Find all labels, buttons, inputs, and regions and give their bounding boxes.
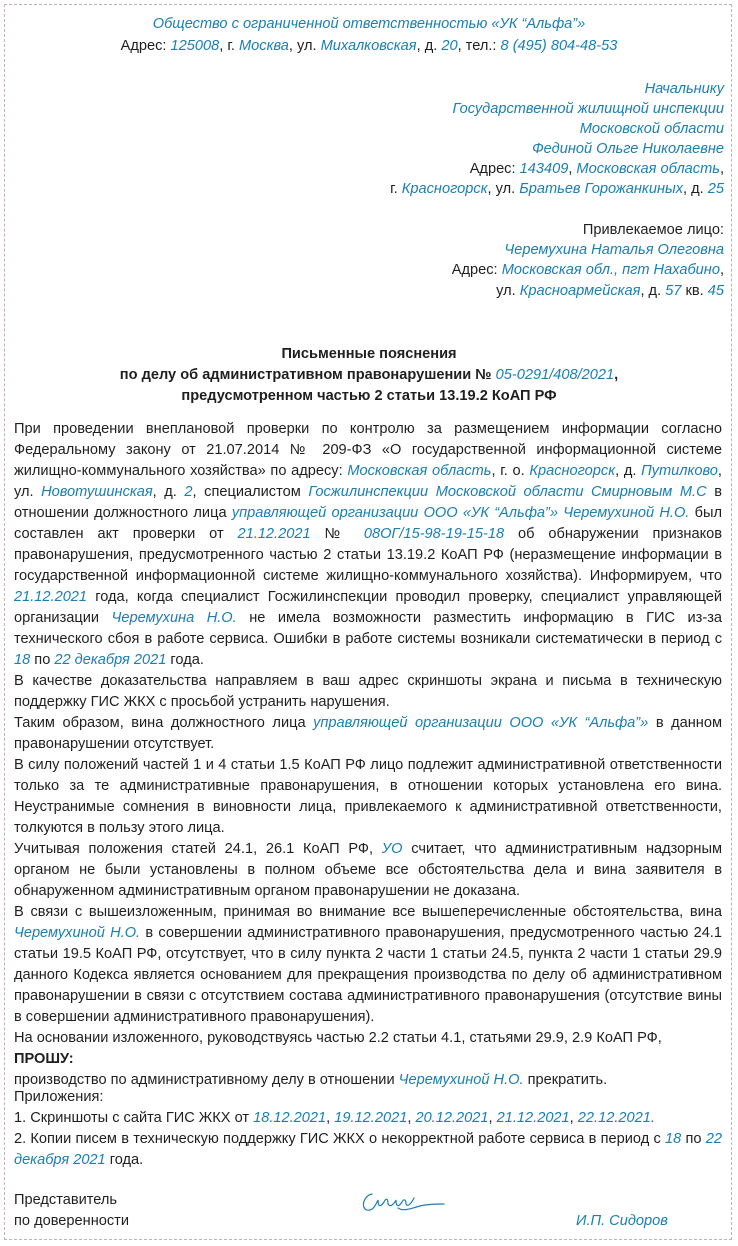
addressee-line1: Начальнику (644, 81, 724, 97)
involved-address: Адрес: Московская обл., пгт Нахабино, (451, 262, 724, 278)
paragraph-1: При проведении внеплановой проверки по контролю за размещением информации согласно Федеральному закону от 21.07.2014 № 209-ФЗ «О государственной информационной системе жилищно-коммунального хозяйства» по адресу: Московская область, г. о. Красногорск, д. Путилково, ул. Новотушинская, д. 2, специалистом Госжилинспекции Московской области Смирновым М.С в отношении должностного лица управляющей организации ООО «УК “Альфа”» Черемухиной Н.О. был составлен акт проверки от 21.12.2021 № 08ОГ/15-98-19-15-18 об обнаружении признаков правонарушения, предусмотренного частью 2 статьи 13.19.2 КоАП РФ (неразмещение информации в государственной информационной системе жилищно-коммунального хозяйства). Информируем, что 21.12.2021 года, когда специалист Госжилинспекции проводил проверку, специалист управляющей организации Черемухина Н.О. не имела возможности разместить информацию в ГИС из-за технического сбоя в работе сервиса. Ошибки в работе системы возникали систематически в период с 18 по 22 декабря 2021 года. (14, 421, 723, 668)
attachment-2: 2. Копии писем в техническую поддержку ГИС ЖКХ о некорректной работе сервиса в период с 18 по 22 декабря 2021 года. (14, 1131, 723, 1168)
handwritten-signature (358, 1186, 448, 1227)
paragraph-6: В связи с вышеизложенным, принимая во внимание все вышеперечисленные обстоятельства, вина Черемухиной Н.О. в совершении административного правонарушения, предусмотренного частью 24.1 статьи 19.5 КоАП РФ, отсутствует, что в силу пункта 2 части 1 статьи 24.5, пункта 2 части 1 статьи 29.9 данного Кодекса является основанием для прекращения производства по делу об административном правонарушении в связи с отсутствием состава административного правонарушения (отсутствие вины в совершении административного правонарушения). (14, 904, 722, 1025)
involved-label: Привлекаемое лицо: (582, 222, 724, 238)
request-heading: ПРОШУ: (14, 1051, 74, 1067)
letter-body (14, 419, 722, 1091)
signer-role-2: по доверенности (14, 1213, 130, 1229)
paragraph-4: В силу положений частей 1 и 4 статьи 1.5 КоАП РФ лицо подлежит административной ответственности только за те административные правонарушения, в отношении которых установлена его вина. Неустранимые сомнения в виновности лица, привлекаемого к административной ответственности, толкуются в пользу этого лица. (14, 757, 722, 836)
paragraph-2: В качестве доказательства направляем в ваш адрес скриншоты экрана и письма в техническую поддержку ГИС ЖКХ с просьбой устранить нарушения. (14, 673, 722, 710)
addressee-street: г. Красногорск, ул. Братьев Горожанкиных, д. 25 (390, 181, 724, 197)
addressee-line3: Московской области (579, 121, 724, 137)
signer-role: Представитель (14, 1192, 118, 1208)
document-title-case: по делу об административном правонарушении № 05-0291/408/2021, (119, 367, 619, 383)
attachment-1: 1. Скриншоты с сайта ГИС ЖКХ от 18.12.2021, 19.12.2021, 20.12.2021, 21.12.2021, 22.12.2021. (14, 1110, 655, 1126)
paragraph-7: На основании изложенного, руководствуясь частью 2.2 статьи 4.1, статьями 29.9, 2.9 КоАП РФ, (14, 1030, 662, 1046)
request-text: производство по административному делу в отношении Черемухиной Н.О. прекратить. (14, 1072, 608, 1088)
org-address: Адрес: 125008, г. Москва, ул. Михалковская, д. 20, тел.: 8 (495) 804-48-53 (120, 38, 618, 54)
document-title: Письменные пояснения (281, 346, 457, 362)
paragraph-3: Таким образом, вина должностного лица управляющей организации ООО «УК “Альфа”» в данном правонарушении отсутствует. (14, 715, 722, 752)
addressee-line4: Фединой Ольге Николаевне (532, 141, 724, 157)
attachments-label: Приложения: (14, 1089, 104, 1105)
involved-name: Черемухина Наталья Олеговна (504, 242, 724, 258)
paragraph-5: Учитывая положения статей 24.1, 26.1 КоАП РФ, УО считает, что административным надзорным органом не были установлены в полном объеме все обстоятельства дела и вина заявителя в обнаруженном административным органом правонарушении не доказана. (14, 841, 722, 899)
org-name: Общество с ограниченной ответственностью «УК “Альфа”» (152, 16, 586, 32)
attachments (14, 1087, 722, 1171)
addressee-line2: Государственной жилищной инспекции (452, 101, 724, 117)
addressee-address: Адрес: 143409, Московская область, (469, 161, 724, 177)
signer-name: И.П. Сидоров (576, 1213, 668, 1229)
involved-street: ул. Красноармейская, д. 57 кв. 45 (496, 283, 724, 299)
document-title-article: предусмотренном частью 2 статьи 13.19.2 КоАП РФ (181, 388, 557, 404)
